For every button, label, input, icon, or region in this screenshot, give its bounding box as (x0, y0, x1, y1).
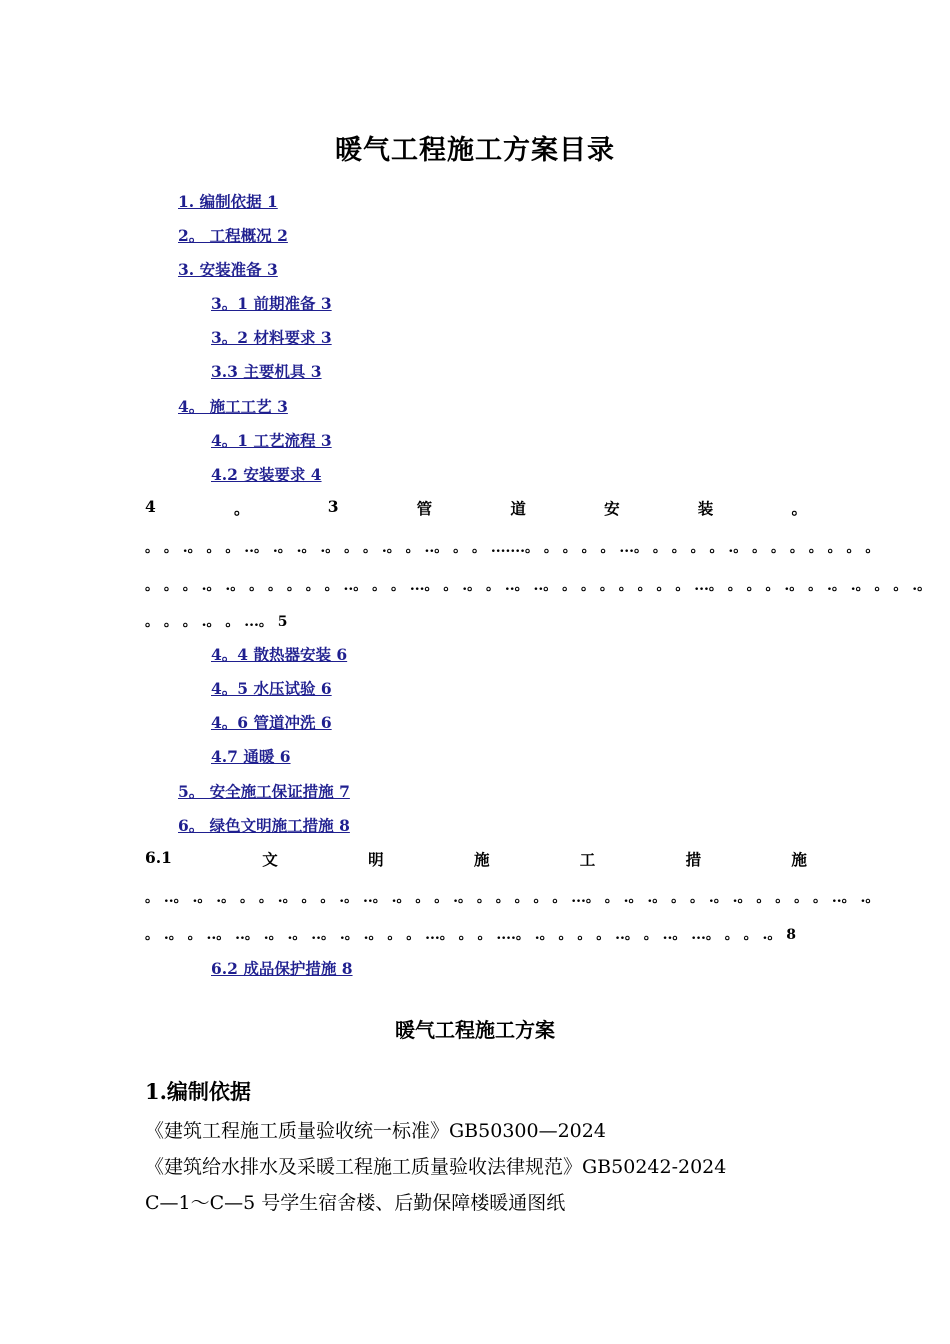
toc-entry-4-3-token: 管 (416, 499, 433, 518)
toc-entry-4-3-leader-end (145, 611, 288, 631)
toc-link-4-6[interactable]: 4。6 管道冲洗 6 (211, 713, 332, 732)
document-title: 暖气工程施工方案 (395, 1018, 555, 1042)
toc-link-4-7[interactable]: 4.7 通暖 6 (211, 747, 291, 766)
toc-entry-4-3-heading[interactable] (145, 497, 807, 519)
toc-entry-4-3-leader: 。 。 。 .。 。 ...。 (145, 614, 273, 630)
toc-entry-4-3-leader: 。 。 .。 。 。 ..。 .。 .。 .。 。 。 .。 。 ..。 。 。 .......。 。 。 。 。 ...。 。 。 。 。 .。 。 。 。 。 。 。 。 (145, 540, 880, 556)
toc-entry-4-3-leader: 。 。 。 .。 .。 。 。 。 。 。 ..。 。 。 ...。 。 .。 。 ..。 ..。 。 。 。 。 。 。 。 ...。 。 。 。 .。 。 .。 .。 。 。 .。 (145, 578, 932, 594)
toc-entry-4-3-token: 。 (791, 499, 807, 518)
toc-entry-6-1-token: 明 (368, 850, 384, 869)
toc-entry-4-3-token: 3 (327, 497, 339, 516)
toc-entry-6-1-leader: 。 .。 。 ..。 ..。 .。 .。 ..。 .。 .。 。 。 ...。 。 。 ....。 .。 。 。 。 ..。 。 ..。 ...。 。 。 .。 (145, 927, 782, 943)
toc-entry-4-3-token: 。 (233, 499, 250, 518)
toc-link-2[interactable]: 2。 工程概况 2 (178, 226, 288, 245)
toc-link-3-2[interactable]: 3。2 材料要求 3 (211, 328, 332, 347)
toc-entry-4-3-token: 道 (510, 499, 526, 518)
toc-entry-6-1-token: 施 (473, 850, 490, 869)
toc-link-3-3[interactable]: 3.3 主要机具 3 (211, 362, 322, 381)
toc-link-3-1[interactable]: 3。1 前期准备 3 (211, 294, 332, 313)
toc-entry-6-1-token: 文 (262, 850, 278, 869)
toc-entry-6-1-token: 工 (579, 850, 596, 869)
toc-entry-6-1-token: 6.1 (145, 848, 172, 867)
toc-entry-6-1-token: 施 (791, 850, 807, 869)
toc-entry-4-3-token: 装 (697, 499, 714, 518)
toc-link-6[interactable]: 6。 绿色文明施工措施 8 (178, 816, 350, 835)
toc-entry-6-1-page: 8 (786, 927, 796, 943)
toc-link-3[interactable]: 3. 安装准备 3 (178, 260, 278, 279)
toc-entry-4-3-page: 5 (277, 614, 288, 630)
toc-link-4-4[interactable]: 4。4 散热器安装 6 (211, 645, 348, 664)
toc-link-5[interactable]: 5。 安全施工保证措施 7 (178, 782, 350, 801)
reference-line: 《建筑给水排水及采暖工程施工质量验收法律规范》GB50242-2024 (145, 1156, 727, 1178)
reference-line: 《建筑工程施工质量验收统一标准》GB50300—2024 (145, 1120, 606, 1142)
toc-entry-6-1-leader-end (145, 924, 796, 944)
toc-entry-6-1-heading[interactable] (145, 848, 807, 870)
toc-link-4-5[interactable]: 4。5 水压试验 6 (211, 679, 332, 698)
toc-entry-6-1-leader: 。 ..。 .。 .。 。 。 .。 。 。 .。 ..。 .。 。 。 .。 。 。 。 。 。 ...。 。 .。 .。 。 。 .。 .。 。 。 。 。 ..。 .。 (145, 890, 880, 906)
toc-link-4-2[interactable]: 4.2 安装要求 4 (211, 465, 322, 484)
toc-link-4[interactable]: 4。 施工工艺 3 (178, 397, 288, 416)
toc-link-4-1[interactable]: 4。1 工艺流程 3 (211, 431, 332, 450)
section-heading: 1.编制依据 (145, 1079, 251, 1104)
reference-line: C—1～C—5 号学生宿舍楼、后勤保障楼暖通图纸 (145, 1192, 566, 1214)
toc-entry-4-3-token: 4 (145, 497, 156, 516)
toc-title: 暖气工程施工方案目录 (335, 135, 615, 166)
toc-entry-4-3-token: 安 (604, 499, 620, 518)
toc-entry-6-1-token: 措 (685, 850, 702, 869)
toc-link-1[interactable]: 1. 编制依据 1 (178, 192, 278, 211)
toc-link-6-2[interactable]: 6.2 成品保护措施 8 (211, 959, 353, 978)
